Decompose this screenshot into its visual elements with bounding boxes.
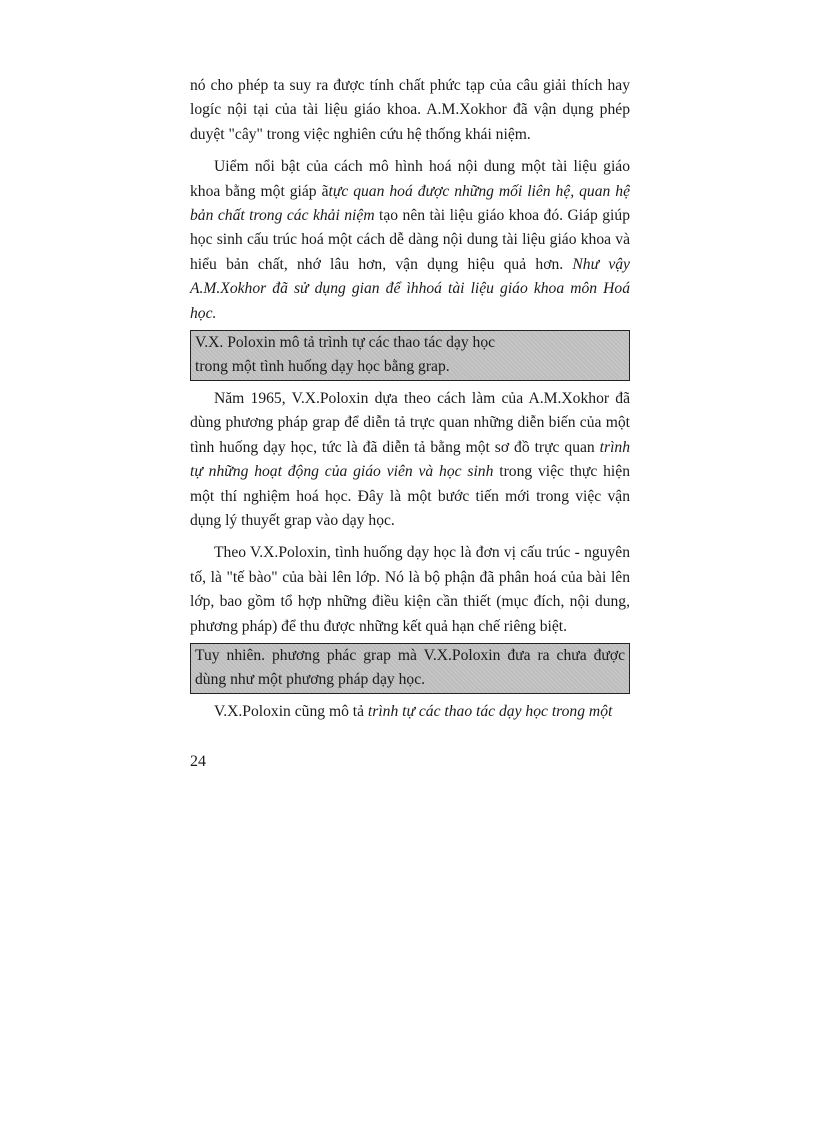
paragraph-3-italic-b: trình tự những hoạt động của giáo viên và học sinh bbox=[190, 438, 630, 481]
paragraph-3-text-a: Năm 1965, V.X.Poloxin dựa theo cách làm của A.M.Xokhor đã dùng phương pháp grap để diễn tả trực quan những diễn biến của một tình huống dạy học, tức là đã diễn tả bằng một sơ đồ trực quan bbox=[190, 389, 630, 456]
paragraph-5 bbox=[190, 700, 630, 724]
page-number: 24 bbox=[190, 753, 206, 770]
paragraph-1: nó cho phép ta suy ra được tính chất phức tạp của câu giải thích hay logíc nội tại của tài liệu giáo khoa. A.M.Xokhor đã vận dụng phép duyệt "cây" trong việc nghiên cứu hệ thống khái niệm. bbox=[190, 77, 630, 143]
highlight-box-1-line-2: trong một tình huống dạy học bằng grap. bbox=[195, 358, 450, 376]
highlight-box-1-line-1: V.X. Poloxin mô tả trình tự các thao tác dạy học bbox=[195, 334, 496, 352]
paragraph-5-text-a: V.X.Poloxin cũng mô tả bbox=[214, 702, 368, 720]
paragraph-3-text-c: trong việc thực hiện một thí nghiệm hoá học. Đây là một bước tiến mới trong việc vận dụng lý thuyết grap vào dạy học. bbox=[190, 463, 630, 529]
paragraph-5-italic-b: trình tự các thao tác dạy học trong một bbox=[367, 702, 613, 720]
highlight-box-2 bbox=[190, 643, 630, 694]
paragraph-4: Theo V.X.Poloxin, tình huống dạy học là đơn vị cấu trúc - nguyên tố, là "tế bào" của bài lên lớp. Nó là bộ phận đã phân hoá của bài lên lớp, bao gồm tổ hợp những điều kiện cần thiết (mục đích, nội dung, phương pháp) để thu được những kết quả hạn chế riêng biệt. bbox=[190, 544, 630, 635]
page-body bbox=[190, 74, 630, 724]
paragraph-2-text-a: Uiểm nổi bật của cách mô hình hoá nội dung một tài liệu giáo khoa bằng một giáp ã bbox=[190, 158, 630, 200]
paragraph-2 bbox=[190, 155, 630, 326]
paragraph-3 bbox=[190, 387, 630, 533]
paragraph-2-text-c: tạo nên tài liệu giáo khoa đó. Giáp giúp học sinh cấu trúc hoá một cách dễ dàng nội dung tài liệu giáo khoa và hiểu bản chất, nhớ lâu hơn, vận dụng hiệu quả hơn. bbox=[190, 207, 630, 273]
highlight-box-2-text: Tuy nhiên. phương phác grap mà V.X.Poloxin đưa ra chưa được dùng như một phương pháp dạy học. bbox=[195, 646, 625, 689]
paragraph-2-italic-d: Như vậy A.M.Xokhor đã sử dụng gian để ìhhoá tài liệu giáo khoa môn Hoá học. bbox=[190, 255, 630, 322]
highlight-box-1 bbox=[190, 330, 630, 381]
paragraph-2-italic-b: tực quan hoá được những mối liên hệ, quan hệ bản chất trong các khải niệm bbox=[190, 182, 630, 225]
